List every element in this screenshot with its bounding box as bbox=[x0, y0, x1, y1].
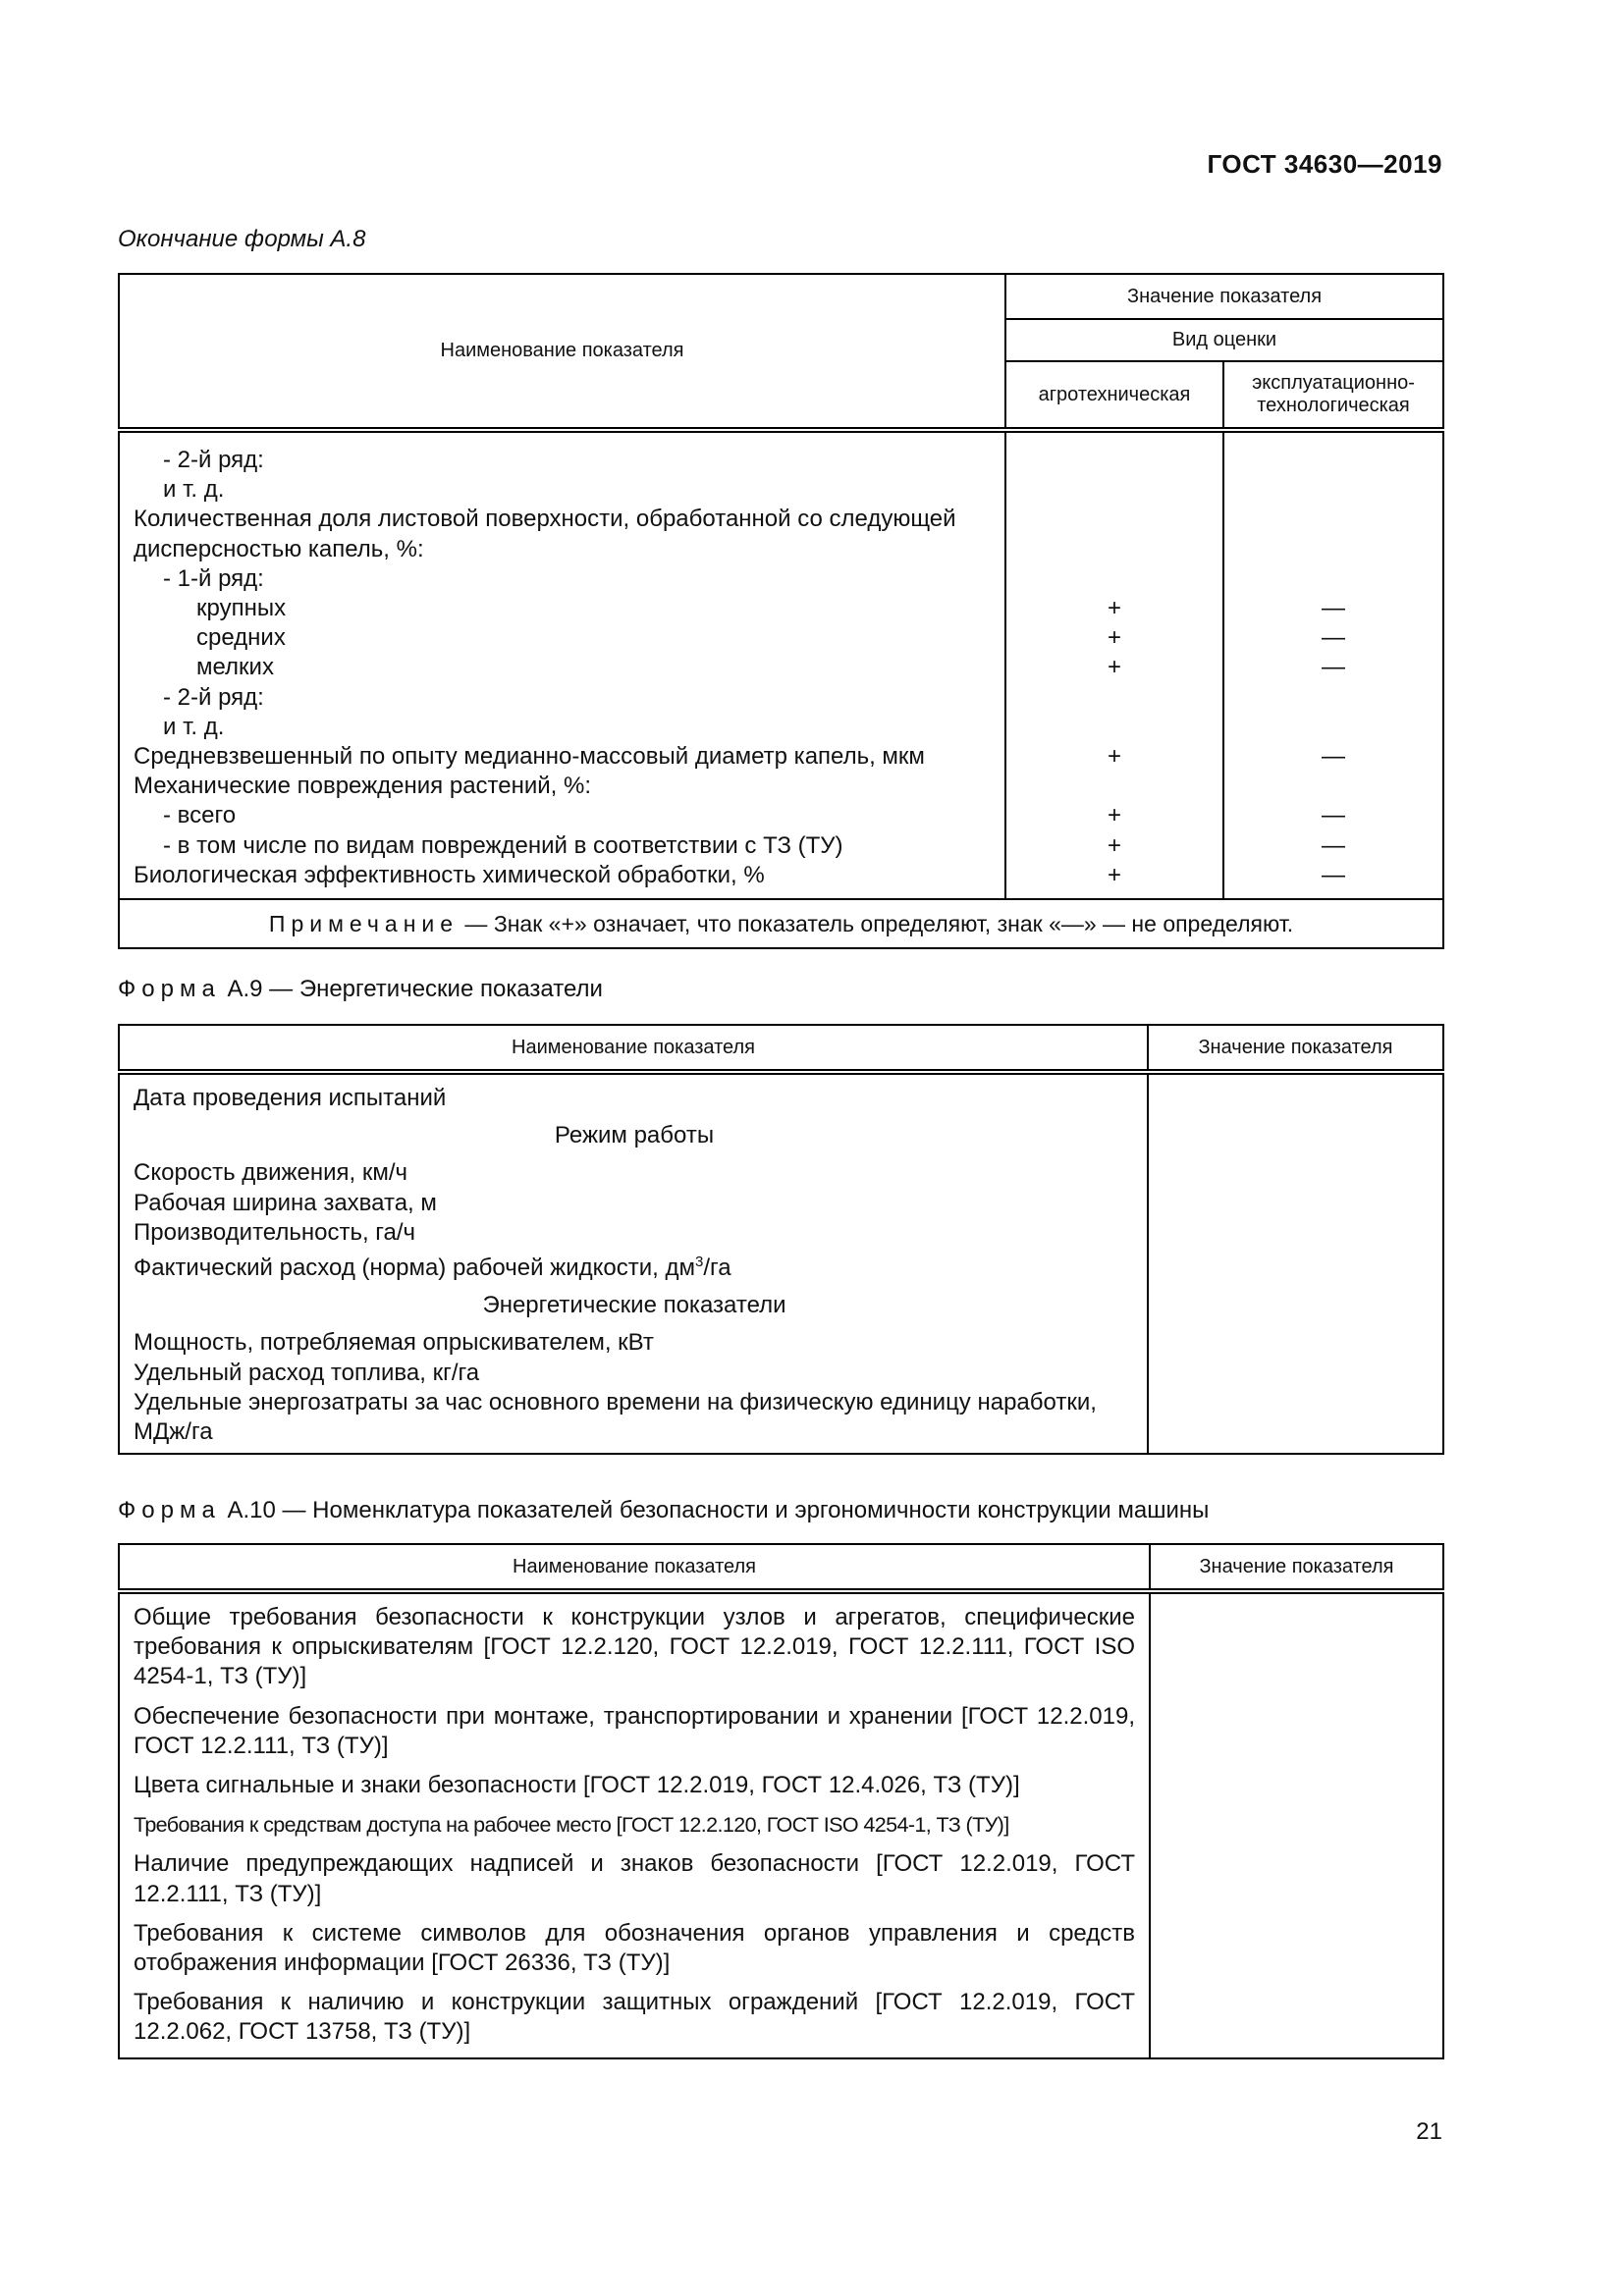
header-operational bbox=[1223, 361, 1443, 430]
liquid-consumption-unit: /га bbox=[703, 1255, 731, 1282]
indicator-names-column bbox=[119, 430, 1005, 899]
header-indicator-value: Значение показателя bbox=[1150, 1544, 1443, 1591]
form-a10-values-cell bbox=[1150, 1591, 1443, 2058]
exploit-mark bbox=[1224, 772, 1442, 801]
agro-mark: + bbox=[1107, 861, 1121, 888]
liquid-consumption-exponent: 3 bbox=[694, 1254, 704, 1271]
exploit-mark bbox=[1224, 505, 1442, 534]
liquid-consumption-line bbox=[134, 1248, 1135, 1283]
energy-indicators-subheading: Энергетические показатели bbox=[482, 1292, 786, 1319]
speed-line: Скорость движения, км/ч bbox=[134, 1159, 408, 1187]
table-row-text: мелких bbox=[196, 654, 274, 681]
form-a8-continuation-title: Окончание формы А.8 bbox=[118, 226, 366, 252]
exploit-mark: — bbox=[1322, 831, 1345, 859]
agrotechnical-marks-column bbox=[1005, 430, 1223, 899]
header-operational-line2: технологическая bbox=[1257, 395, 1410, 416]
header-indicator-name: Наименование показателя bbox=[119, 1544, 1150, 1591]
operating-mode-subheading: Режим работы bbox=[554, 1122, 715, 1149]
header-indicator-value: Значение показателя bbox=[1148, 1025, 1443, 1072]
table-row-text: Механические повреждения растений, %: bbox=[134, 773, 592, 800]
table-row-text: Биологическая эффективность химической обработки, % bbox=[134, 861, 765, 888]
agro-mark bbox=[1006, 683, 1222, 713]
table-row-text: дисперсностью капель, %: bbox=[134, 535, 424, 562]
form-a10-caption-word: Форма bbox=[118, 1497, 221, 1523]
form-a8-table bbox=[118, 273, 1444, 949]
operational-marks-column bbox=[1223, 430, 1443, 899]
exploit-mark bbox=[1224, 564, 1442, 594]
list-item: Общие требования безопасности к конструкции узлов и агрегатов, специфические требования к опрыскивателям [ГОСТ 12.2.120, ГОСТ 12.2.019, ГОСТ 12.2.111, ГОСТ ISO 4254-1, ТЗ (ТУ)] bbox=[134, 1604, 1135, 1690]
agro-mark: + bbox=[1107, 743, 1121, 771]
power-line: Мощность, потребляемая опрыскивателем, кВт bbox=[134, 1329, 654, 1357]
working-width-line: Рабочая ширина захвата, м bbox=[134, 1189, 437, 1216]
agro-mark: + bbox=[1107, 831, 1121, 859]
form-a9-table bbox=[118, 1024, 1444, 1455]
agro-mark bbox=[1006, 772, 1222, 801]
exploit-mark bbox=[1224, 535, 1442, 564]
list-item: Требования к средствам доступа на рабочее место [ГОСТ 12.2.120, ГОСТ ISO 4254-1, ТЗ (ТУ)] bbox=[134, 1813, 1009, 1838]
list-item: Цвета сигнальные и знаки безопасности [ГОСТ 12.2.019, ГОСТ 12.4.026, ТЗ (ТУ)] bbox=[134, 1772, 1020, 1799]
table-row-text: - всего bbox=[163, 802, 237, 829]
form-a9-caption-word: Форма bbox=[118, 976, 221, 1002]
energy-costs-line-cont: МДж/га bbox=[134, 1418, 213, 1446]
agro-mark bbox=[1006, 505, 1222, 534]
form-a9-caption bbox=[118, 976, 603, 1003]
form-a10-indicators bbox=[119, 1591, 1150, 2058]
header-indicator-name: Наименование показателя bbox=[119, 1025, 1148, 1072]
agro-mark bbox=[1006, 564, 1222, 594]
agro-mark: + bbox=[1107, 802, 1121, 829]
table-row-text: - в том числе по видам повреждений в соответствии с ТЗ (ТУ) bbox=[163, 831, 843, 859]
table-row-text: - 1-й ряд: bbox=[163, 564, 264, 592]
table-row-text: и т. д. bbox=[163, 713, 225, 740]
note-text: — Знак «+» означает, что показатель определяют, знак «—» — не определяют. bbox=[459, 910, 1294, 936]
table-row-text: Средневзвешенный по опыту медианно-массовый диаметр капель, мкм bbox=[134, 743, 925, 771]
exploit-mark bbox=[1224, 683, 1442, 713]
liquid-consumption-text: Фактический расход (норма) рабочей жидкости, дм bbox=[134, 1255, 695, 1282]
table-row-text: - 2-й ряд: bbox=[163, 447, 264, 473]
list-item: Обеспечение безопасности при монтаже, транспортировании и хранении [ГОСТ 12.2.019, ГОСТ 12.2.111, ТЗ (ТУ)] bbox=[134, 1702, 1135, 1759]
productivity-line: Производительность, га/ч bbox=[134, 1218, 416, 1246]
agro-mark bbox=[1006, 535, 1222, 564]
fuel-consumption-line: Удельный расход топлива, кг/га bbox=[134, 1359, 480, 1386]
exploit-mark: — bbox=[1322, 624, 1345, 652]
table-row-text: крупных bbox=[196, 595, 287, 622]
form-a10-table bbox=[118, 1543, 1444, 2059]
list-item: Требования к наличию и конструкции защитных ограждений [ГОСТ 12.2.019, ГОСТ 12.2.062, ГОСТ 13758, ТЗ (ТУ)] bbox=[134, 1989, 1135, 2046]
table-row-text: Количественная доля листовой поверхности, обработанной со следующей bbox=[134, 506, 956, 533]
energy-costs-line: Удельные энергозатраты за час основного времени на физическую единицу наработки, bbox=[134, 1388, 1097, 1415]
table-row-text: - 2-й ряд: bbox=[163, 683, 264, 711]
note-label: Примечание bbox=[268, 910, 460, 936]
exploit-mark bbox=[1224, 713, 1442, 742]
document-code: ГОСТ 34630—2019 bbox=[1207, 149, 1442, 179]
form-a9-indicators bbox=[119, 1072, 1148, 1454]
agro-mark: + bbox=[1107, 624, 1121, 652]
agro-mark bbox=[1006, 446, 1222, 475]
form-a10-caption-text: А.10 — Номенклатура показателей безопасности и эргономичности конструкции машины bbox=[220, 1497, 1210, 1523]
header-indicator-name: Наименование показателя bbox=[119, 274, 1005, 430]
header-indicator-value: Значение показателя bbox=[1005, 274, 1443, 319]
exploit-mark: — bbox=[1322, 861, 1345, 888]
form-a9-values-cell bbox=[1148, 1072, 1443, 1454]
exploit-mark: — bbox=[1322, 595, 1345, 622]
exploit-mark bbox=[1224, 446, 1442, 475]
agro-mark bbox=[1006, 475, 1222, 505]
exploit-mark: — bbox=[1322, 654, 1345, 681]
exploit-mark: — bbox=[1322, 743, 1345, 771]
exploit-mark bbox=[1224, 475, 1442, 505]
agro-mark: + bbox=[1107, 595, 1121, 622]
table-row-text: и т. д. bbox=[163, 476, 225, 504]
exploit-mark: — bbox=[1322, 802, 1345, 829]
form-a10-caption bbox=[118, 1497, 1209, 1524]
header-agrotechnical: агротехническая bbox=[1005, 361, 1223, 430]
header-evaluation-type: Вид оценки bbox=[1005, 319, 1443, 361]
agro-mark: + bbox=[1107, 654, 1121, 681]
header-operational-line1: эксплуатационно- bbox=[1252, 372, 1415, 394]
table-note bbox=[119, 899, 1443, 948]
page-number: 21 bbox=[1416, 2118, 1442, 2145]
list-item: Требования к системе символов для обозначения органов управления и средств отображения информации [ГОСТ 26336, ТЗ (ТУ)] bbox=[134, 1919, 1135, 1977]
table-row-text: средних bbox=[196, 624, 286, 652]
test-date-line: Дата проведения испытаний bbox=[134, 1085, 447, 1111]
list-item: Наличие предупреждающих надписей и знаков безопасности [ГОСТ 12.2.019, ГОСТ 12.2.111, ТЗ (ТУ)] bbox=[134, 1850, 1135, 1907]
agro-mark bbox=[1006, 713, 1222, 742]
form-a9-caption-text: А.9 — Энергетические показатели bbox=[220, 976, 603, 1002]
